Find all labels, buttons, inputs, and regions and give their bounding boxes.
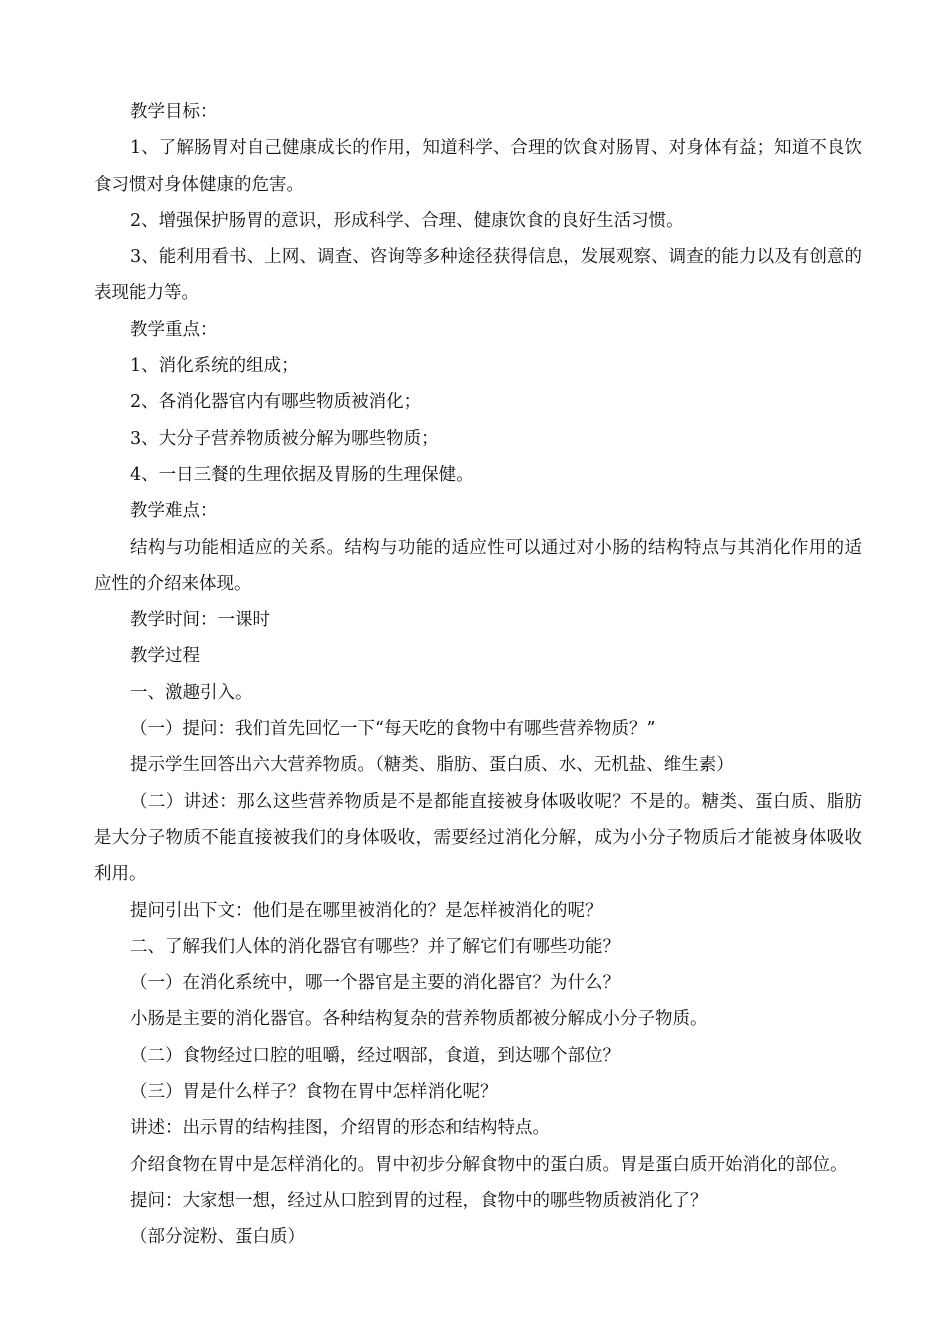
key-point-4: 4、一日三餐的生理依据及胃肠的生理保健。 bbox=[130, 464, 474, 485]
section-2-answer-1: 小肠是主要的消化器官。各种结构复杂的营养物质都被分解成小分子物质。 bbox=[130, 1009, 708, 1030]
section-1-question: 提问引出下文：他们是在哪里被消化的？是怎样被消化的呢？ bbox=[130, 900, 603, 921]
section-1-hint: 提示学生回答出六大营养物质。（糖类、脂肪、蛋白质、水、无机盐、维生素） bbox=[130, 755, 734, 776]
key-point-2: 2、各消化器官内有哪些物质被消化； bbox=[130, 392, 422, 413]
heading-key-points: 教学重点： bbox=[130, 319, 218, 340]
heading-objectives: 教学目标： bbox=[130, 102, 218, 122]
objective-3: 3、能利用看书、上网、调查、咨询等多种途径获得信息，发展观察、调查的能力以及有创意的表现能力等。 bbox=[94, 247, 862, 304]
section-2-title: 二、了解我们人体的消化器官有哪些？并了解它们有哪些功能？ bbox=[130, 936, 620, 957]
teaching-time: 教学时间：一课时 bbox=[130, 610, 270, 631]
heading-process: 教学过程 bbox=[130, 646, 200, 667]
section-2-question: 提问：大家想一想，经过从口腔到胃的过程，食物中的哪些物质被消化了？ bbox=[130, 1190, 708, 1211]
section-2-introduction: 介绍食物在胃中是怎样消化的。胃中初步分解食物中的蛋白质。胃是蛋白质开始消化的部位。 bbox=[130, 1154, 848, 1175]
section-2-item-2: （二）食物经过口腔的咀嚼，经过咽部，食道，到达哪个部位？ bbox=[130, 1045, 620, 1066]
section-2-item-3: （三）胃是什么样子？食物在胃中怎样消化呢？ bbox=[130, 1082, 498, 1103]
key-point-1: 1、消化系统的组成； bbox=[130, 356, 299, 377]
objective-1: 1、了解肠胃对自己健康成长的作用，知道科学、合理的饮食对肠胃、对身体有益；知道不良饮食习惯对身体健康的危害。 bbox=[94, 138, 862, 195]
section-2-narration: 讲述：出示胃的结构挂图，介绍胃的形态和结构特点。 bbox=[130, 1118, 550, 1139]
objective-2: 2、增强保护肠胃的意识，形成科学、合理、健康饮食的良好生活习惯。 bbox=[130, 210, 684, 231]
difficulty-text: 结构与功能相适应的关系。结构与功能的适应性可以通过对小肠的结构特点与其消化作用的适应性的介绍来体现。 bbox=[94, 537, 862, 594]
heading-difficulties: 教学难点： bbox=[130, 501, 218, 522]
section-1-title: 一、激趣引入。 bbox=[130, 682, 253, 703]
document-page bbox=[94, 94, 862, 1256]
key-point-3: 3、大分子营养物质被分解为哪些物质； bbox=[130, 428, 439, 449]
section-2-item-1: （一）在消化系统中，哪一个器官是主要的消化器官？为什么？ bbox=[130, 973, 620, 994]
section-2-answer-2: （部分淀粉、蛋白质） bbox=[130, 1227, 305, 1248]
section-1-item-1: （一）提问：我们首先回忆一下“每天吃的食物中有哪些营养物质？” bbox=[130, 719, 656, 740]
section-1-item-2: （二）讲述：那么这些营养物质是不是都能直接被身体吸收呢？不是的。糖类、蛋白质、脂肪是大分子物质不能直接被我们的身体吸收，需要经过消化分解，成为小分子物质后才能被身体吸收利用。 bbox=[94, 791, 862, 885]
